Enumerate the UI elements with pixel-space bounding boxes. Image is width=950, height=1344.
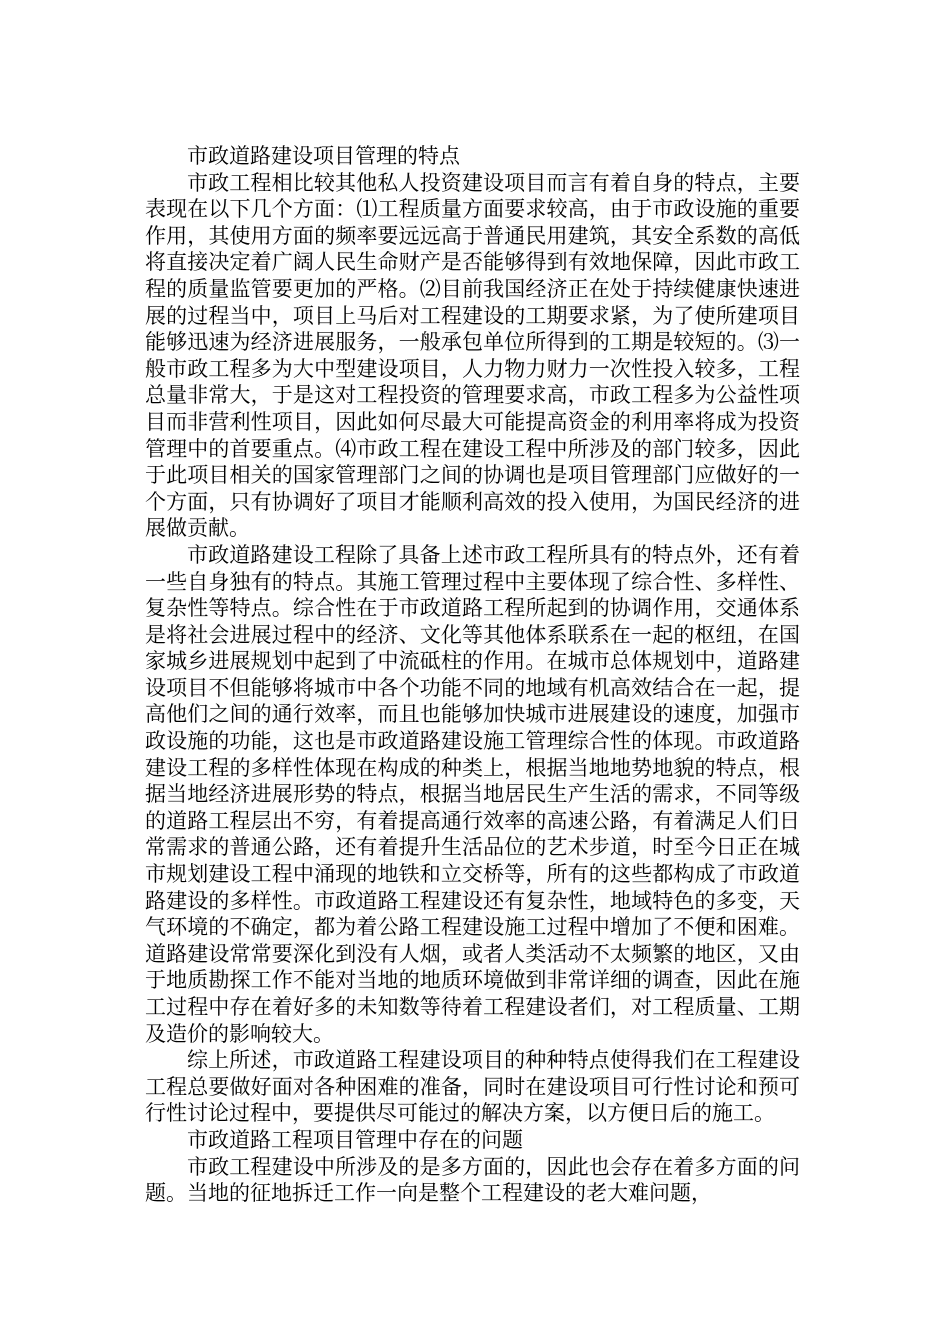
paragraph-road-features: 市政道路建设工程除了具备上述市政工程所具有的特点外，还有着一些自身独有的特点。其施工管理过程中主要体现了综合性、多样性、复杂性等特点。综合性在于市政道路工程所起到的协调作用，交通体系是将社会进展过程中的经济、文化等其他体系联系在一起的枢纽，在国家城乡进展规划中起到了中流砥柱的作用。在城市总体规划中，道路建设项目不但能够将城市中各个功能不同的地域有机高效结合在一起，提高他们之间的通行效率，而且也能够加快城市进展建设的速度，加强市政设施的功能，这也是市政道路建设施工管理综合性的体现。市政道路建设工程的多样性体现在构成的种类上，根据当地地势地貌的特点，根据当地经济进展形势的特点，根据当地居民生产生活的需求，不同等级的道路工程层出不穷，有着提高通行效率的高速公路，有着满足人们日常需求的普通公路，还有着提升生活品位的艺术步道，时至今日正在城市规划建设工程中涌现的地铁和立交桥等，所有的这些都构成了市政道路建设的多样性。市政道路工程建设还有复杂性，地域特色的多变，天气环境的不确定，都为着公路工程建设施工过程中增加了不便和困难。道路建设常常要深化到没有人烟，或者人类活动不太频繁的地区，又由于地质勘探工作不能对当地的地质环境做到非常详细的调查，因此在施工过程中存在着好多的未知数等待着工程建设者们，对工程质量、工期及造价的影响较大。 — [145, 542, 800, 1046]
paragraph-municipal-features: 市政工程相比较其他私人投资建设项目而言有着自身的特点，主要表现在以下几个方面：⑴工程质量方面要求较高，由于市政设施的重要作用，其使用方面的频率要远远高于普通民用建筑，其安全系数的高低将直接决定着广阔人民生命财产是否能够得到有效地保障，因此市政工程的质量监管要更加的严格。⑵目前我国经济正在处于持续健康快速进展的过程当中，项目上马后对工程建设的工期要求紧，为了使所建项目能够迅速为经济进展服务，一般承包单位所得到的工期是较短的。⑶一般市政工程多为大中型建设项目，人力物力财力一次性投入较多，工程总量非常大，于是这对工程投资的管理要求高，市政工程多为公益性项目而非营利性项目，因此如何尽最大可能提高资金的利用率将成为投资管理中的首要重点。⑷市政工程在建设工程中所涉及的部门较多，因此于此项目相关的国家管理部门之间的协调也是项目管理部门应做好的一个方面，只有协调好了项目才能顺利高效的投入使用，为国民经济的进展做贡献。 — [145, 170, 800, 541]
paragraph-problems: 市政工程建设中所涉及的是多方面的，因此也会存在着多方面的问题。当地的征地拆迁工作一向是整个工程建设的老大难问题， — [145, 1154, 800, 1206]
section-heading-features: 市政道路建设项目管理的特点 — [187, 144, 460, 168]
paragraph-summary: 综上所述，市政道路工程建设项目的种种特点使得我们在工程建设工程总要做好面对各种困难的准备，同时在建设项目可行性讨论和预可行性讨论过程中，要提供尽可能过的解决方案，以方便日后的施工。 — [145, 1048, 800, 1126]
section-heading-problems: 市政道路工程项目管理中存在的问题 — [187, 1127, 523, 1152]
document-body — [145, 143, 800, 1207]
